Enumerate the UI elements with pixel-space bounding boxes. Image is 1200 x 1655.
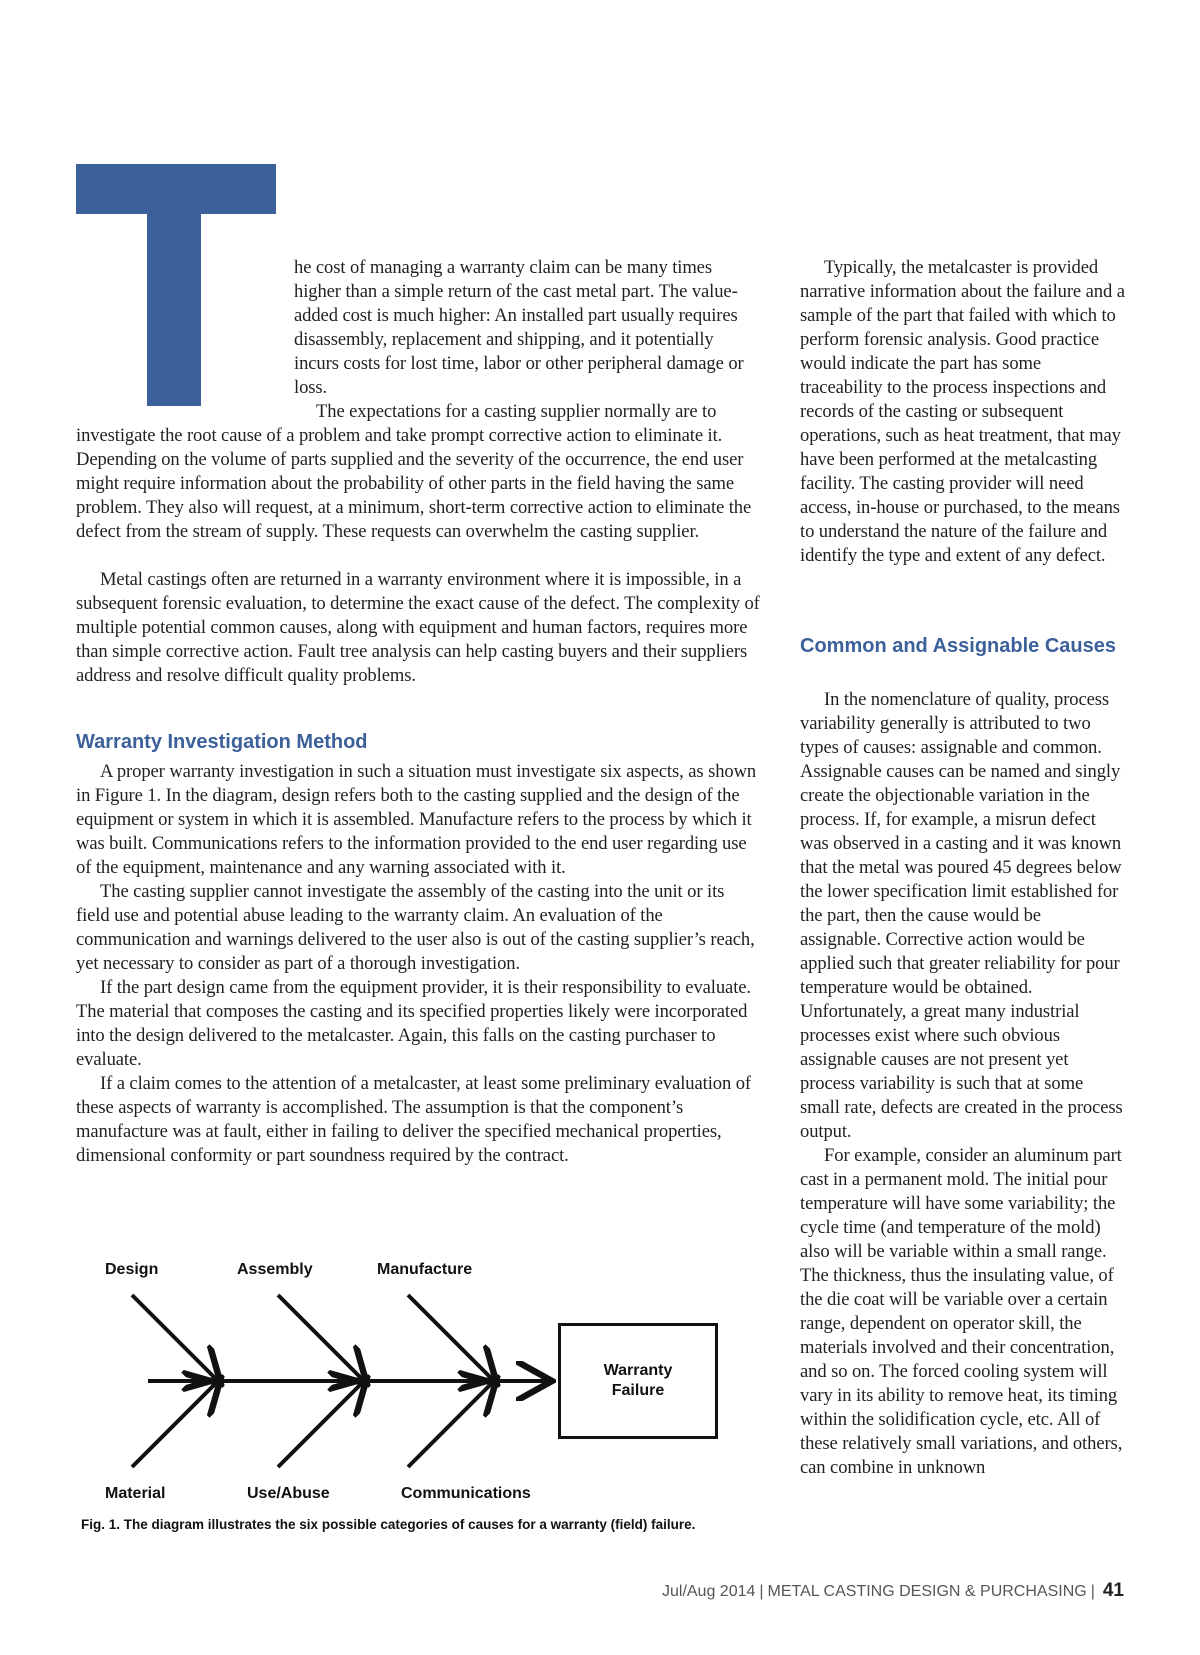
label-design: Design [105, 1261, 159, 1278]
intro-text-3: Metal castings often are returned in a warranty environment where it is impossible, in a subsequent forensic evaluation, to determine the exact cause of the defect. The complexity of multiple potential common causes, along with equipment and human factors, requires more than simple corrective action. Fault tree analysis can help casting buyers and their suppliers address and resolve difficult quality problems. [76, 569, 760, 686]
bone-manufacture [408, 1295, 494, 1381]
warranty-paragraph-1: A proper warranty investigation in such a situation must investigate six aspects, as shown in Figure 1. In the diagram, design refers both to the casting supplied and the design of the equipment or system in which it is assembled. Manufacture refers to the process by which it was built. Communications refers to the information provided to the end user regarding use of the equipment, maintenance and any warning associated with it. [76, 761, 757, 878]
effect-line-2: Failure [611, 1382, 665, 1399]
warranty-paragraph-4: If a claim comes to the attention of a metalcaster, at least some preliminary evaluation of these aspects of warranty is accomplished. The assumption is that the component’s manufacture was at fault, either in failing to deliver the specified mechanical properties, dimensional conformity or part soundness required by the contract. [76, 1073, 752, 1166]
bone-design [132, 1295, 218, 1381]
section-heading-warranty: Warranty Investigation Method [76, 731, 368, 753]
dropcap-stem [147, 210, 201, 406]
intro-paragraph-1 [294, 256, 762, 400]
bone-communications [408, 1381, 494, 1467]
warranty-section-body [76, 760, 762, 1168]
intro-paragraph-2 [76, 400, 762, 544]
bone-material [132, 1381, 218, 1467]
right-column-body [800, 688, 1126, 1480]
right-column-intro [800, 256, 1126, 568]
intro-text-2: The expectations for a casting supplier normally are to investigate the root cause of a problem and take prompt corrective action to eliminate it. Depending on the volume of parts supplied and the severity of the occurrence, the end user might require information about the probability of other parts in the field having the same problem. They also will request, at a minimum, short-term corrective action to eliminate the defect from the stream of supply. These requests can overwhelm the casting supplier. [76, 401, 752, 542]
page-number: 41 [1102, 1580, 1124, 1601]
section-heading-common-causes: Common and Assignable Causes [800, 635, 1116, 657]
label-use-abuse: Use/Abuse [247, 1485, 330, 1502]
bone-use-abuse [278, 1381, 364, 1467]
footer-separator: | [759, 1583, 764, 1600]
right-paragraph-2: In the nomenclature of quality, process variability generally is attributed to two types of causes: assignable and common. Assignable causes can be named and singly create the objectionable variation in the process. If, for example, a misrun defect was observed in a casting and it was known that the metal was poured 45 degrees below the lower specification limit established for the part, then the cause would be assignable. Corrective action would be applied such that greater reliability for pour temperature would be obtained. Unfortunately, a great many industrial processes exist where such obvious assignable causes are not present yet process variability is such that at some small rate, defects are created in the process output. [800, 689, 1123, 1142]
page-footer [662, 1580, 1124, 1602]
right-paragraph-3: For example, consider an aluminum part cast in a permanent mold. The initial pour temperature will have some variability; the cycle time (and temperature of the mold) also will be variable within a small range. The thickness, thus the insulating value, of the die coat will be variable over a certain range, dependent on operator skill, the materials involved and their concentration, and so on. The forced cooling system will vary in its ability to remove heat, its timing within the solidification cycle, etc. All of these relatively small variations, and others, can combine in unknown [800, 1145, 1123, 1478]
footer-publication: METAL CASTING DESIGN & PURCHASING [767, 1583, 1087, 1600]
label-manufacture: Manufacture [377, 1261, 473, 1278]
label-assembly: Assembly [237, 1261, 313, 1278]
intro-text-1: he cost of managing a warranty claim can be many times higher than a simple return of the cast metal part. The value-added cost is much higher: An installed part usually requires disassembly, replacement and shipping, and it potentially incurs costs for lost time, labor or other peripheral damage or loss. [294, 257, 744, 398]
fishbone-diagram [90, 1245, 730, 1515]
effect-line-1: Warranty [603, 1362, 673, 1379]
dropcap-bar [76, 164, 276, 214]
label-material: Material [105, 1485, 166, 1502]
right-paragraph-1: Typically, the metalcaster is provided narrative information about the failure and a sample of the part that failed with which to perform forensic analysis. Good practice would indicate the part has some traceability to the process inspections and records of the casting or subsequent operations, such as heat treatment, that may have been performed at the metalcasting facility. The casting provider will need access, in-house or purchased, to the means to understand the nature of the failure and identify the type and extent of any defect. [800, 257, 1125, 566]
effect-box-warranty-failure [558, 1323, 718, 1439]
label-communications: Communications [401, 1485, 531, 1502]
warranty-paragraph-2: The casting supplier cannot investigate the assembly of the casting into the unit or its field use and potential abuse leading to the warranty claim. An evaluation of the communication and warnings delivered to the user also is out of the casting supplier’s reach, yet necessary to consider as part of a thorough investigation. [76, 881, 755, 974]
footer-separator-2: | [1090, 1583, 1095, 1600]
warranty-paragraph-3: If the part design came from the equipment provider, it is their responsibility to evaluate. The material that composes the casting and its specified properties likely were incorporated into the design delivered to the metalcaster. Again, this falls on the casting purchaser to evaluate. [76, 977, 751, 1070]
footer-issue: Jul/Aug 2014 [661, 1583, 756, 1600]
bone-assembly [278, 1295, 364, 1381]
intro-paragraph-3 [76, 568, 762, 688]
figure-caption: Fig. 1. The diagram illustrates the six possible categories of causes for a warranty (field) failure. [81, 1517, 696, 1532]
